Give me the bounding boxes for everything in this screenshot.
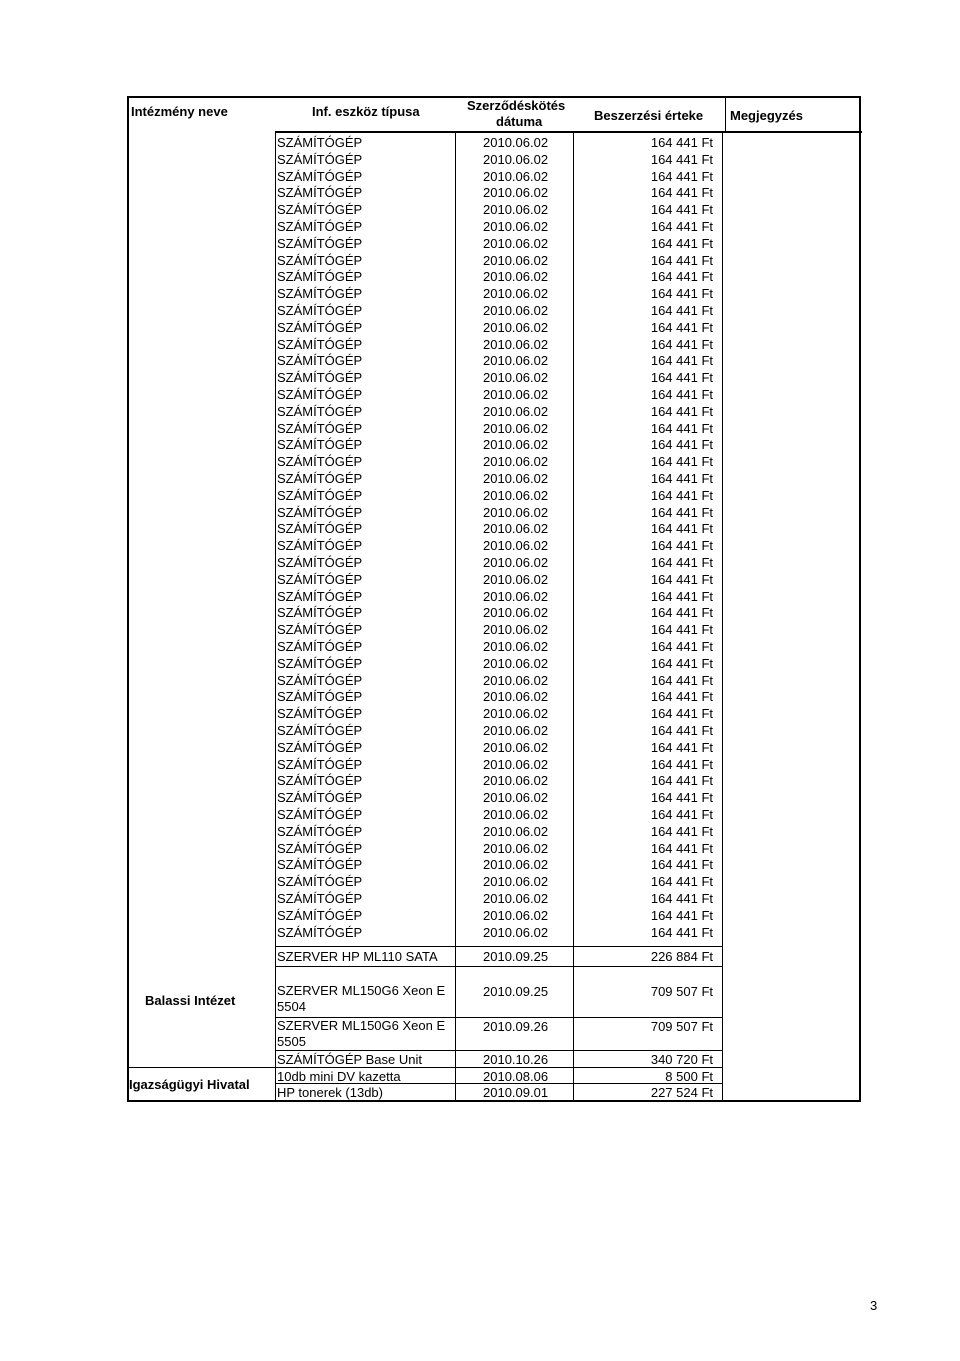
row-separator-after-server <box>275 966 723 967</box>
row-separator-before-server <box>275 946 723 947</box>
cell-contract-date: 2010.06.02 <box>483 286 549 302</box>
cell-contract-date: 2010.06.02 <box>483 672 549 688</box>
table-row <box>275 504 722 521</box>
table-row <box>275 873 722 890</box>
table-row <box>275 1018 722 1049</box>
table-row <box>275 168 722 185</box>
cell-purchase-value: 8 500 Ft <box>665 1069 713 1084</box>
cell-asset-type: SZÁMÍTÓGÉP <box>277 370 363 386</box>
cell-contract-date: 2010.06.02 <box>483 773 549 789</box>
cell-purchase-value: 164 441 Ft <box>650 202 713 218</box>
cell-purchase-value: 709 507 Ft <box>650 1019 713 1034</box>
cell-contract-date: 2010.06.02 <box>483 807 549 822</box>
cell-contract-date: 2010.06.02 <box>483 135 549 150</box>
cell-contract-date: 2010.06.02 <box>483 303 549 318</box>
cell-purchase-value: 226 884 Ft <box>650 949 713 964</box>
table-row <box>275 453 722 470</box>
cell-asset-type: SZÁMÍTÓGÉP <box>277 538 363 554</box>
cell-contract-date: 2010.09.26 <box>483 1019 549 1034</box>
cell-asset-type: SZÁMÍTÓGÉP <box>277 823 363 839</box>
cell-asset-type: SZERVER ML150G6 Xeon E 5504 <box>277 983 446 1014</box>
cell-contract-date: 2010.06.02 <box>483 269 549 285</box>
cell-asset-type: SZÁMÍTÓGÉP <box>277 857 363 873</box>
cell-purchase-value: 164 441 Ft <box>650 588 713 604</box>
table-row <box>275 554 722 571</box>
table-row <box>275 621 722 638</box>
cell-purchase-value: 164 441 Ft <box>650 605 713 621</box>
institution-balassi: Balassi Intézet <box>145 993 236 1008</box>
cell-asset-type: SZÁMÍTÓGÉP <box>277 185 363 201</box>
table-row <box>275 789 722 806</box>
table-row <box>275 655 722 672</box>
cell-purchase-value: 164 441 Ft <box>650 504 713 520</box>
header-institution: Intézmény neve <box>131 104 228 119</box>
cell-contract-date: 2010.06.02 <box>483 639 549 654</box>
cell-purchase-value: 164 441 Ft <box>650 555 713 570</box>
cell-contract-date: 2010.06.02 <box>483 588 549 604</box>
cell-contract-date: 2010.06.02 <box>483 454 549 470</box>
cell-purchase-value: 164 441 Ft <box>650 773 713 789</box>
table-row <box>275 588 722 605</box>
header-divider <box>275 131 862 133</box>
cell-purchase-value: 164 441 Ft <box>650 252 713 268</box>
cell-asset-type: SZÁMÍTÓGÉP <box>277 521 363 537</box>
table-row <box>275 705 722 722</box>
header-contract-date-line1: Szerződéskötés <box>467 98 566 113</box>
cell-contract-date: 2010.06.02 <box>483 622 549 638</box>
cell-contract-date: 2010.06.02 <box>483 521 549 537</box>
table-row <box>275 336 722 353</box>
table-row <box>275 386 722 403</box>
cell-contract-date: 2010.06.02 <box>483 487 549 503</box>
table-row <box>275 134 722 151</box>
cell-asset-type: HP tonerek (13db) <box>277 1085 383 1100</box>
cell-asset-type: SZÁMÍTÓGÉP <box>277 269 363 285</box>
cell-purchase-value: 164 441 Ft <box>650 723 713 738</box>
cell-purchase-value: 164 441 Ft <box>650 807 713 822</box>
cell-purchase-value: 164 441 Ft <box>650 823 713 839</box>
cell-purchase-value: 164 441 Ft <box>650 739 713 755</box>
header-contract-date-line2: dátuma <box>496 114 543 129</box>
cell-asset-type: SZÁMÍTÓGÉP <box>277 353 363 369</box>
cell-asset-type: SZÁMÍTÓGÉP <box>277 135 363 150</box>
cell-purchase-value: 164 441 Ft <box>650 185 713 201</box>
cell-contract-date: 2010.06.02 <box>483 235 549 251</box>
table-row <box>275 285 722 302</box>
cell-contract-date: 2010.06.02 <box>483 504 549 520</box>
table-row <box>275 983 722 1014</box>
cell-purchase-value: 164 441 Ft <box>650 269 713 285</box>
table-row <box>275 806 722 823</box>
cell-contract-date: 2010.06.02 <box>483 924 549 940</box>
cell-asset-type: SZÁMÍTÓGÉP <box>277 437 363 453</box>
cell-contract-date: 2010.06.02 <box>483 790 549 806</box>
cell-purchase-value: 709 507 Ft <box>650 984 713 999</box>
cell-contract-date: 2010.06.02 <box>483 202 549 218</box>
cell-purchase-value: 164 441 Ft <box>650 756 713 772</box>
table-row <box>275 722 722 739</box>
cell-purchase-value: 340 720 Ft <box>650 1052 713 1067</box>
table-row <box>275 907 722 924</box>
cell-purchase-value: 164 441 Ft <box>650 874 713 890</box>
cell-contract-date: 2010.06.02 <box>483 840 549 856</box>
institution-igazsagugyi: Igazságügyi Hivatal <box>129 1077 250 1092</box>
cell-purchase-value: 164 441 Ft <box>650 168 713 184</box>
table-row <box>275 856 722 873</box>
cell-purchase-value: 164 441 Ft <box>650 235 713 251</box>
cell-asset-type: SZÁMÍTÓGÉP Base Unit <box>277 1052 422 1067</box>
cell-asset-type: 10db mini DV kazetta <box>277 1069 401 1084</box>
cell-purchase-value: 164 441 Ft <box>650 387 713 402</box>
cell-contract-date: 2010.06.02 <box>483 874 549 890</box>
cell-asset-type: SZÁMÍTÓGÉP <box>277 403 363 419</box>
cell-contract-date: 2010.10.26 <box>483 1052 549 1067</box>
cell-contract-date: 2010.06.02 <box>483 739 549 755</box>
table-row <box>275 403 722 420</box>
cell-asset-type: SZÁMÍTÓGÉP <box>277 689 363 705</box>
cell-purchase-value: 164 441 Ft <box>650 471 713 486</box>
cell-contract-date: 2010.08.06 <box>483 1069 549 1084</box>
table-row <box>275 420 722 437</box>
column-divider-value-right <box>722 133 723 1101</box>
cell-asset-type: SZÁMÍTÓGÉP <box>277 168 363 184</box>
cell-asset-type: SZÁMÍTÓGÉP <box>277 773 363 789</box>
cell-contract-date: 2010.06.02 <box>483 437 549 453</box>
cell-asset-type: SZÁMÍTÓGÉP <box>277 487 363 503</box>
table-row <box>275 436 722 453</box>
header-asset-type: Inf. eszköz típusa <box>312 104 420 119</box>
page-number: 3 <box>870 1298 878 1313</box>
cell-asset-type: SZÁMÍTÓGÉP <box>277 336 363 352</box>
cell-asset-type: SZÁMÍTÓGÉP <box>277 924 363 940</box>
cell-contract-date: 2010.06.02 <box>483 555 549 570</box>
cell-asset-type: SZERVER HP ML110 SATA <box>277 949 438 964</box>
table-row <box>275 688 722 705</box>
cell-purchase-value: 164 441 Ft <box>650 924 713 940</box>
cell-contract-date: 2010.06.02 <box>483 857 549 873</box>
cell-purchase-value: 164 441 Ft <box>650 706 713 722</box>
cell-purchase-value: 164 441 Ft <box>650 336 713 352</box>
table-row <box>275 638 722 655</box>
cell-purchase-value: 164 441 Ft <box>650 319 713 335</box>
cell-contract-date: 2010.06.02 <box>483 370 549 386</box>
cell-asset-type: SZÁMÍTÓGÉP <box>277 891 363 906</box>
cell-contract-date: 2010.06.02 <box>483 319 549 335</box>
cell-purchase-value: 164 441 Ft <box>650 487 713 503</box>
cell-asset-type: SZÁMÍTÓGÉP <box>277 555 363 570</box>
table-row <box>275 218 722 235</box>
table-row <box>275 352 722 369</box>
cell-purchase-value: 164 441 Ft <box>650 303 713 318</box>
cell-contract-date: 2010.06.02 <box>483 538 549 554</box>
table-row <box>275 948 722 965</box>
cell-contract-date: 2010.06.02 <box>483 168 549 184</box>
table-row <box>275 235 722 252</box>
cell-contract-date: 2010.06.02 <box>483 605 549 621</box>
cell-asset-type: SZÁMÍTÓGÉP <box>277 571 363 587</box>
header-remarks: Megjegyzés <box>730 108 803 123</box>
cell-purchase-value: 164 441 Ft <box>650 135 713 150</box>
cell-purchase-value: 164 441 Ft <box>650 840 713 856</box>
cell-asset-type: SZÁMÍTÓGÉP <box>277 151 363 167</box>
cell-contract-date: 2010.06.02 <box>483 823 549 839</box>
table-row <box>275 268 722 285</box>
cell-purchase-value: 164 441 Ft <box>650 454 713 470</box>
cell-asset-type: SZÁMÍTÓGÉP <box>277 807 363 822</box>
cell-contract-date: 2010.09.25 <box>483 984 549 999</box>
table-row <box>275 537 722 554</box>
cell-contract-date: 2010.06.02 <box>483 353 549 369</box>
cell-asset-type: SZÁMÍTÓGÉP <box>277 471 363 486</box>
cell-asset-type: SZÁMÍTÓGÉP <box>277 907 363 923</box>
cell-contract-date: 2010.06.02 <box>483 420 549 436</box>
cell-contract-date: 2010.06.02 <box>483 907 549 923</box>
cell-contract-date: 2010.06.02 <box>483 571 549 587</box>
cell-asset-type: SZÁMÍTÓGÉP <box>277 756 363 772</box>
cell-asset-type: SZÁMÍTÓGÉP <box>277 235 363 251</box>
table-row <box>275 520 722 537</box>
cell-contract-date: 2010.06.02 <box>483 336 549 352</box>
cell-asset-type: SZÁMÍTÓGÉP <box>277 420 363 436</box>
table-row <box>275 823 722 840</box>
table-row <box>275 571 722 588</box>
cell-purchase-value: 164 441 Ft <box>650 655 713 671</box>
cell-asset-type: SZÁMÍTÓGÉP <box>277 672 363 688</box>
cell-asset-type: SZÁMÍTÓGÉP <box>277 723 363 738</box>
header-purchase-value: Beszerzési érteke <box>594 108 704 123</box>
table-row <box>275 1051 722 1068</box>
cell-asset-type: SZÁMÍTÓGÉP <box>277 219 363 234</box>
cell-purchase-value: 164 441 Ft <box>650 403 713 419</box>
cell-purchase-value: 164 441 Ft <box>650 286 713 302</box>
cell-asset-type: SZÁMÍTÓGÉP <box>277 706 363 722</box>
cell-purchase-value: 164 441 Ft <box>650 672 713 688</box>
cell-purchase-value: 164 441 Ft <box>650 219 713 234</box>
cell-contract-date: 2010.06.02 <box>483 387 549 402</box>
table-row <box>275 604 722 621</box>
cell-purchase-value: 164 441 Ft <box>650 639 713 654</box>
table-row <box>275 772 722 789</box>
cell-contract-date: 2010.06.02 <box>483 219 549 234</box>
cell-asset-type: SZÁMÍTÓGÉP <box>277 588 363 604</box>
table-row <box>275 184 722 201</box>
cell-contract-date: 2010.06.02 <box>483 891 549 906</box>
cell-asset-type: SZÁMÍTÓGÉP <box>277 790 363 806</box>
cell-purchase-value: 164 441 Ft <box>650 689 713 705</box>
cell-asset-type: SZÁMÍTÓGÉP <box>277 504 363 520</box>
cell-purchase-value: 164 441 Ft <box>650 622 713 638</box>
cell-asset-type: SZÁMÍTÓGÉP <box>277 303 363 318</box>
cell-purchase-value: 164 441 Ft <box>650 891 713 906</box>
cell-contract-date: 2010.06.02 <box>483 689 549 705</box>
table-row <box>275 369 722 386</box>
table-row <box>275 487 722 504</box>
table-row <box>275 201 722 218</box>
cell-asset-type: SZÁMÍTÓGÉP <box>277 202 363 218</box>
table-row <box>275 840 722 857</box>
cell-contract-date: 2010.06.02 <box>483 756 549 772</box>
cell-purchase-value: 164 441 Ft <box>650 521 713 537</box>
cell-asset-type: SZÁMÍTÓGÉP <box>277 286 363 302</box>
cell-purchase-value: 164 441 Ft <box>650 370 713 386</box>
table-row <box>275 151 722 168</box>
cell-asset-type: SZÁMÍTÓGÉP <box>277 874 363 890</box>
cell-asset-type: SZÁMÍTÓGÉP <box>277 387 363 402</box>
table-row <box>275 252 722 269</box>
table-row <box>275 672 722 689</box>
cell-asset-type: SZÁMÍTÓGÉP <box>277 319 363 335</box>
cell-contract-date: 2010.06.02 <box>483 471 549 486</box>
cell-contract-date: 2010.06.02 <box>483 403 549 419</box>
table-row <box>275 1068 722 1085</box>
cell-asset-type: SZÁMÍTÓGÉP <box>277 840 363 856</box>
table-row <box>275 739 722 756</box>
cell-asset-type: SZÁMÍTÓGÉP <box>277 252 363 268</box>
cell-asset-type: SZÁMÍTÓGÉP <box>277 639 363 654</box>
cell-purchase-value: 164 441 Ft <box>650 907 713 923</box>
table-row <box>275 302 722 319</box>
cell-asset-type: SZÁMÍTÓGÉP <box>277 454 363 470</box>
cell-asset-type: SZÁMÍTÓGÉP <box>277 739 363 755</box>
table-row <box>275 470 722 487</box>
cell-contract-date: 2010.06.02 <box>483 151 549 167</box>
table-row <box>275 924 722 941</box>
cell-contract-date: 2010.06.02 <box>483 185 549 201</box>
cell-purchase-value: 164 441 Ft <box>650 538 713 554</box>
table-row <box>275 756 722 773</box>
cell-asset-type: SZÁMÍTÓGÉP <box>277 605 363 621</box>
cell-purchase-value: 164 441 Ft <box>650 437 713 453</box>
cell-contract-date: 2010.06.02 <box>483 655 549 671</box>
cell-asset-type: SZÁMÍTÓGÉP <box>277 655 363 671</box>
header-remarks-divider <box>725 97 726 133</box>
cell-contract-date: 2010.09.25 <box>483 949 549 964</box>
cell-purchase-value: 164 441 Ft <box>650 571 713 587</box>
table-row <box>275 890 722 907</box>
cell-contract-date: 2010.06.02 <box>483 706 549 722</box>
table-row <box>275 319 722 336</box>
cell-purchase-value: 164 441 Ft <box>650 857 713 873</box>
cell-asset-type: SZÁMÍTÓGÉP <box>277 622 363 638</box>
cell-purchase-value: 164 441 Ft <box>650 790 713 806</box>
table-row <box>275 1084 722 1101</box>
cell-purchase-value: 164 441 Ft <box>650 420 713 436</box>
cell-purchase-value: 164 441 Ft <box>650 353 713 369</box>
cell-purchase-value: 164 441 Ft <box>650 151 713 167</box>
cell-contract-date: 2010.06.02 <box>483 723 549 738</box>
cell-purchase-value: 227 524 Ft <box>650 1085 713 1100</box>
cell-contract-date: 2010.09.01 <box>483 1085 549 1100</box>
cell-asset-type: SZERVER ML150G6 Xeon E 5505 <box>277 1018 446 1049</box>
cell-contract-date: 2010.06.02 <box>483 252 549 268</box>
